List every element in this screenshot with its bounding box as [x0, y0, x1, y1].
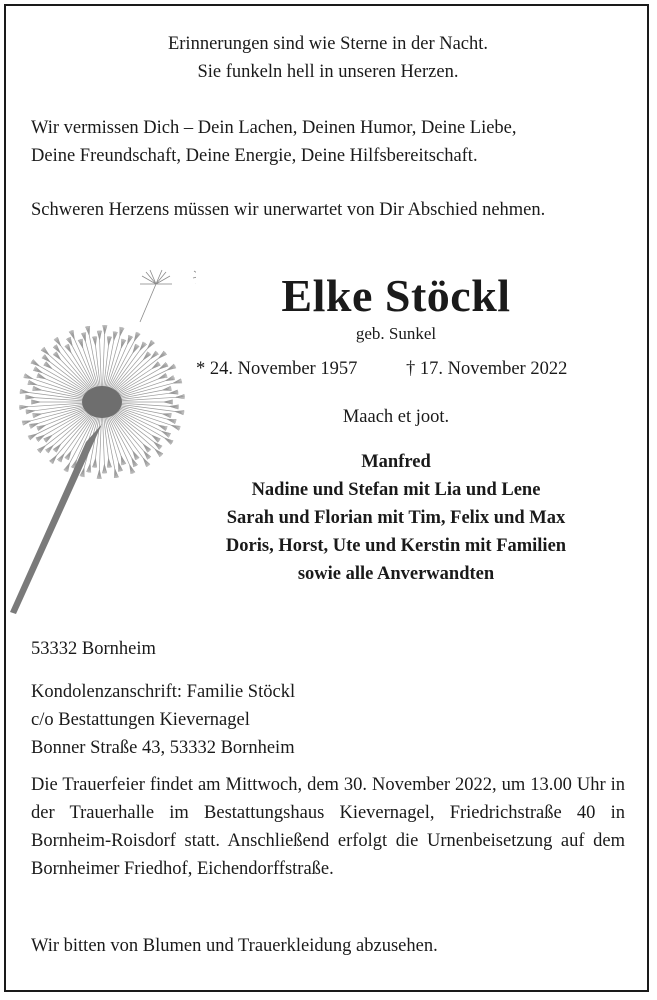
poem	[31, 30, 625, 86]
deceased-name: Elke Stöckl	[281, 270, 511, 321]
condolence-line-2: c/o Bestattungen Kievernagel	[31, 710, 250, 730]
condolence-address	[31, 678, 625, 762]
condolence-line-1: Kondolenzanschrift: Familie Stöckl	[31, 682, 296, 702]
dandelion-seed-icon	[140, 267, 196, 322]
mourner-line: Doris, Horst, Ute und Kerstin mit Familien	[225, 536, 567, 556]
miss-line-1: Wir vermissen Dich – Dein Lachen, Deinen Humor, Deine Liebe,	[31, 118, 517, 138]
condolence-line-3: Bonner Straße 43, 53332 Bornheim	[31, 738, 295, 758]
death-date: † 17. November 2022	[406, 359, 568, 379]
mourners-list	[180, 448, 612, 588]
birth-date: * 24. November 1957	[196, 359, 358, 379]
poem-line-2: Sie funkeln hell in unseren Herzen.	[197, 62, 459, 82]
farewell-paragraph: Schweren Herzens müssen wir unerwartet von Dir Abschied nehmen.	[31, 200, 546, 220]
miss-paragraph	[31, 114, 625, 170]
request-paragraph: Wir bitten von Blumen und Trauerkleidung abzusehen.	[31, 936, 438, 956]
birth-name: geb. Sunkel	[355, 324, 437, 343]
mourner-line: sowie alle Anverwandten	[297, 564, 495, 584]
mourner-line: Nadine und Stefan mit Lia und Lene	[251, 480, 541, 500]
dandelion-core	[82, 386, 122, 418]
dandelion-illustration-icon	[6, 262, 196, 622]
location: 53332 Bornheim	[31, 639, 156, 659]
mourner-line: Sarah und Florian mit Tim, Felix und Max	[226, 508, 566, 528]
motto: Maach et joot.	[342, 407, 450, 427]
poem-line-1: Erinnerungen sind wie Sterne in der Nacht.	[167, 34, 489, 54]
mourner-line: Manfred	[361, 452, 431, 472]
dandelion-stem	[10, 424, 102, 614]
miss-line-2: Deine Freundschaft, Deine Energie, Deine Hilfsbereitschaft.	[31, 146, 478, 166]
ceremony-paragraph: Die Trauerfeier findet am Mittwoch, dem 30. November 2022, um 13.00 Uhr in der Trauerhalle im Bestattungshaus Kievernagel, Friedrichstraße 40 in Bornheim-Roisdorf statt. Anschließend erfolgt die Urnenbeisetzung auf dem Bornheimer Friedhof, Eichendorffstraße.	[31, 775, 625, 879]
